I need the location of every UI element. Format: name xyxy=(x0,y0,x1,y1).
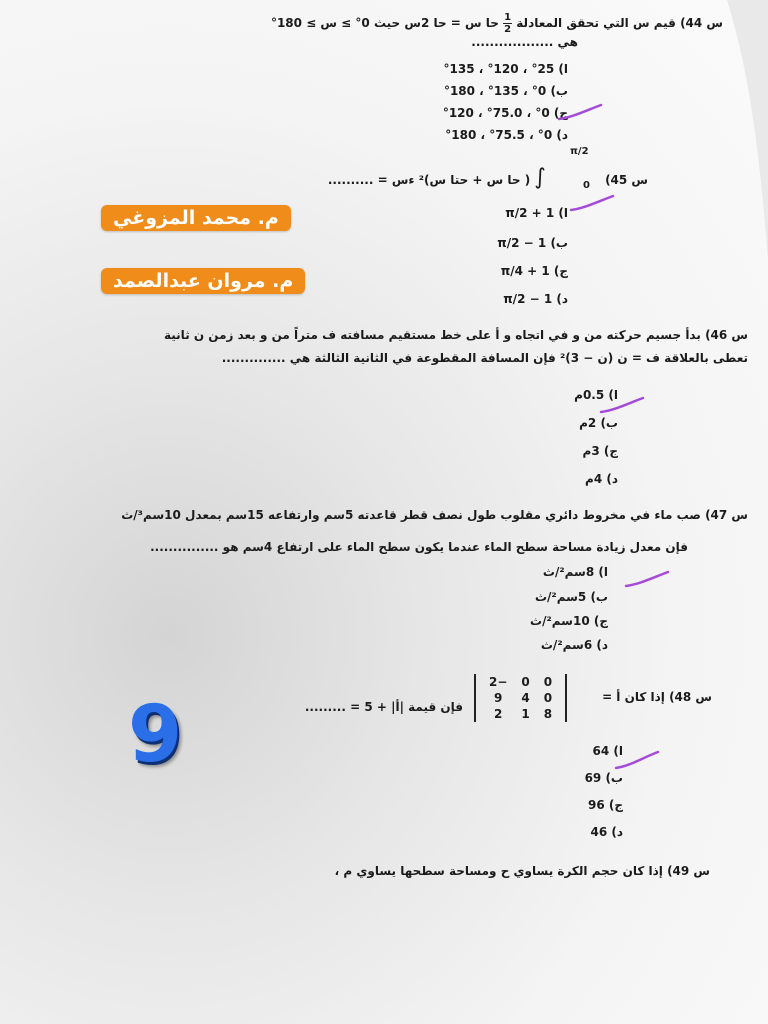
teacher-label-2: م. مروان عبدالصمد xyxy=(101,268,305,294)
q47-line2: فإن معدل زيادة مساحة سطح الماء عندما يكون سطح الماء على ارتفاع 4سم هو ............... xyxy=(150,540,688,554)
q48-label-line xyxy=(602,690,712,704)
q46-check-mark xyxy=(597,396,647,416)
q46-label: س 46) xyxy=(705,328,748,342)
q47-option-d[interactable]: د) 6سم²/ث xyxy=(540,638,608,652)
q44-label: س 44) xyxy=(680,16,723,30)
page-number: 9 xyxy=(128,690,183,780)
q46-option-b[interactable]: ب) 2م xyxy=(579,416,618,430)
q45-line xyxy=(328,165,648,190)
q48-matrix-table: 2− 0 0 9 4 0 2 1 8 xyxy=(489,675,553,721)
q48-option-d[interactable]: د) 46 xyxy=(590,825,623,839)
q46-line1 xyxy=(164,328,748,342)
page-curl xyxy=(727,0,768,260)
q47-option-b[interactable]: ب) 5سم²/ث xyxy=(534,590,608,604)
q45-lower-limit: 0 xyxy=(583,180,590,191)
q47-check-mark xyxy=(622,570,672,590)
q46-option-c[interactable]: ج) 3م xyxy=(582,444,618,458)
q46-line2: تعطى بالعلاقة ف = ن (ن − 3)² فإن المسافة المقطوعة في الثانية الثالثة هي .............. xyxy=(221,351,748,365)
q46-option-d[interactable]: د) 4م xyxy=(585,472,618,486)
q45-integral-sign: ∫ xyxy=(534,165,546,190)
q48-text-a: إذا كان أ = xyxy=(602,690,665,704)
q49-line xyxy=(335,864,710,878)
q45-option-c[interactable]: ج) π/4 + 1 xyxy=(500,264,568,278)
q45-option-b[interactable]: ب) 1 − π/2 xyxy=(497,236,568,250)
q49-text: إذا كان حجم الكرة يساوي ح ومساحة سطحها يساوي م ، xyxy=(334,864,663,878)
q44-option-d[interactable]: د) 0° ، 75.5° ، 180° xyxy=(445,128,568,142)
q44-line2: هي .................. xyxy=(471,35,578,49)
q44-text-a: قيم س التي تحقق المعادلة xyxy=(516,16,676,30)
q47-label: س 47) xyxy=(705,508,748,522)
q46-text-1: بدأ جسيم حركته من و في اتجاه و أ على خط مستقيم مسافته ف متراً من و بعد زمن ن ثانية xyxy=(164,328,701,342)
q45-text: ( حا س + حتا س)² ءس = .......... xyxy=(327,173,531,187)
q48-option-b[interactable]: ب) 69 xyxy=(584,771,623,785)
q44-text-b: حا س = حا 2س حيث 0° ≥ س ≥ 180° xyxy=(270,16,499,30)
q44-option-c[interactable]: ج) 0° ، 75.0° ، 120° xyxy=(442,106,568,120)
q44-fraction: $\frac{1}{2}$ xyxy=(504,12,512,35)
q44-option-b[interactable]: ب) 0° ، 135° ، 180° xyxy=(443,84,568,98)
q44-line1 xyxy=(271,12,723,35)
q48-text-b: فإن قيمة |أ| + 5 = ......... xyxy=(304,700,463,714)
q44-check-mark xyxy=(555,103,605,123)
q47-option-a[interactable]: ا) 8سم²/ث xyxy=(542,565,608,579)
q48-label: س 48) xyxy=(669,690,712,704)
q47-option-c[interactable]: ج) 10سم²/ث xyxy=(530,614,608,628)
q45-option-d[interactable]: د) π/2 − 1 xyxy=(503,292,568,306)
q45-upper-limit: π/2 xyxy=(570,146,589,157)
q49-label: س 49) xyxy=(667,864,710,878)
q48-check-mark xyxy=(612,750,662,770)
q45-label: س 45) xyxy=(605,173,648,187)
teacher-label-1: م. محمد المزوغي xyxy=(101,205,291,231)
q48-matrix xyxy=(474,674,567,722)
q45-option-a[interactable]: ا) 1 + π/2 xyxy=(505,206,568,220)
q48-option-a[interactable]: ا) 64 xyxy=(592,744,623,758)
q47-line1 xyxy=(121,508,748,522)
q44-option-a[interactable]: ا) 25° ، 120° ، 135° xyxy=(443,62,568,76)
q48-option-c[interactable]: ج) 96 xyxy=(587,798,623,812)
q47-text-1: صب ماء في مخروط دائري مقلوب طول نصف قطر قاعدته 5سم وارتفاعه 15سم بمعدل 10سم³/ث xyxy=(121,508,701,522)
q45-check-mark xyxy=(567,194,617,214)
q46-option-a[interactable]: ا) 0.5م xyxy=(574,388,618,402)
